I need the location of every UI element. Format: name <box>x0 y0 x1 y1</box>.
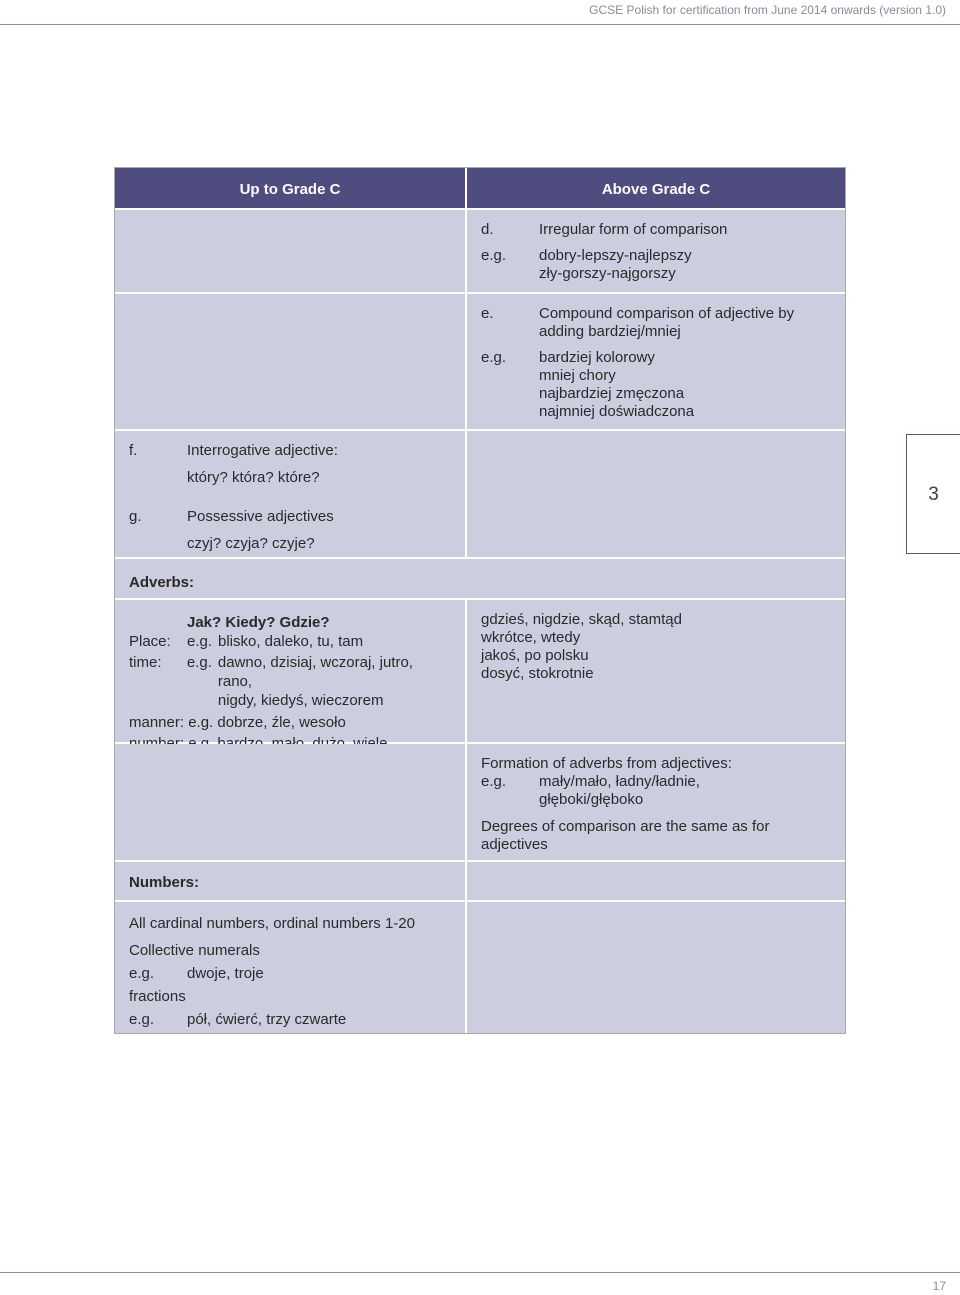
place-label: Place: <box>129 633 171 650</box>
example-line: dobry-lepszy-najlepszy <box>539 247 692 264</box>
text-line: dawno, dzisiaj, wczoraj, jutro, rano, <box>217 654 413 690</box>
footer-divider <box>0 1272 960 1273</box>
item-marker-f: f. <box>129 442 138 459</box>
text-line: Compound comparison of adjective by <box>539 305 795 322</box>
adverb-questions: Jak? Kiedy? Gdzie? <box>187 614 330 631</box>
collective-examples: dwoje, troje <box>187 965 264 982</box>
numbers-heading: Numbers: <box>115 862 467 900</box>
item-marker-e: e. <box>481 305 494 322</box>
document-header-title: GCSE Polish for certification from June 2014 onwards (version 1.0) <box>589 3 946 17</box>
table-row-compound-comparison <box>115 294 845 431</box>
text-line: Degrees of comparison are the same as for <box>481 818 770 835</box>
adverb-list-line: dosyć, stokrotnie <box>481 665 594 682</box>
adverb-list-line: wkrótce, wtedy <box>481 629 581 646</box>
degrees-text <box>481 818 831 854</box>
irregular-comparison-text: Irregular form of comparison <box>539 221 728 238</box>
table-row-adverbs <box>115 600 845 744</box>
eg-label: e.g. <box>481 773 507 790</box>
fractions-examples: pół, ćwierć, trzy czwarte <box>187 1011 347 1028</box>
adverb-list-line: gdzieś, nigdzie, skąd, stamtąd <box>481 611 682 628</box>
table-header-row <box>115 168 845 210</box>
irregular-examples <box>539 247 831 283</box>
column-header-up-to-grade-c: Up to Grade C <box>115 168 467 208</box>
adverbs-left-cell <box>115 600 467 742</box>
interrogative-example: który? która? które? <box>187 469 320 486</box>
time-label: time: <box>129 654 162 671</box>
page-number: 17 <box>932 1279 946 1293</box>
irregular-comparison-cell <box>467 210 845 292</box>
text-line: nigdy, kiedyś, wieczorem <box>217 692 384 709</box>
numbers-cell <box>115 902 467 1033</box>
formation-text: Formation of adverbs from adjectives: <box>481 755 732 772</box>
empty-cell <box>467 862 845 900</box>
table-row-adverbs-heading <box>115 559 845 600</box>
header-divider <box>0 24 960 25</box>
column-header-above-grade-c: Above Grade C <box>467 168 845 208</box>
time-examples <box>218 653 451 710</box>
table-row-irregular-comparison <box>115 210 845 294</box>
possessive-adjectives-text: Possessive adjectives <box>187 508 334 525</box>
eg-label: e.g. <box>481 349 507 366</box>
text-line: adding bardziej/mniej <box>539 323 681 340</box>
example-line: najmniej doświadczona <box>539 403 695 420</box>
empty-cell <box>115 294 467 429</box>
eg-label: e.g. <box>481 247 507 264</box>
empty-cell <box>115 744 467 860</box>
interrogative-adjective-text: Interrogative adjective: <box>187 442 338 459</box>
example-line: najbardziej zmęczona <box>539 385 685 402</box>
possessive-example: czyj? czyja? czyje? <box>187 535 315 552</box>
eg-label: e.g. <box>186 654 212 671</box>
item-marker-d: d. <box>481 221 494 238</box>
place-examples: blisko, daleko, tu, tam <box>218 633 364 650</box>
adverbs-right-cell <box>467 600 845 742</box>
compound-comparison-cell <box>467 294 845 429</box>
table-row-numbers-heading <box>115 862 845 902</box>
item-marker-g: g. <box>129 508 142 525</box>
compound-comparison-text <box>539 305 831 341</box>
table-row-interrogative-possessive <box>115 431 845 559</box>
adverbs-heading: Adverbs: <box>115 559 845 598</box>
empty-cell <box>115 210 467 292</box>
table-row-adverb-formation <box>115 744 845 862</box>
interrogative-possessive-cell <box>115 431 467 557</box>
example-line: zły-gorszy-najgorszy <box>539 265 676 282</box>
empty-cell <box>467 431 845 557</box>
compound-examples <box>539 349 831 421</box>
cardinal-numbers-text: All cardinal numbers, ordinal numbers 1-20 <box>129 915 415 932</box>
adverb-list-line: jakoś, po polsku <box>481 647 589 664</box>
section-tab-number: 3 <box>928 484 939 505</box>
eg-label: e.g. <box>187 633 213 650</box>
table-row-numbers <box>115 902 845 1033</box>
example-line: mały/mało, ładny/ładnie, <box>539 773 700 790</box>
example-line: głęboki/głęboko <box>539 791 644 808</box>
example-line: bardziej kolorowy <box>539 349 655 366</box>
empty-cell <box>467 902 845 1033</box>
adverb-formation-cell <box>467 744 845 860</box>
section-tab <box>906 434 960 554</box>
collective-numerals-text: Collective numerals <box>129 942 260 959</box>
fractions-text: fractions <box>129 988 186 1005</box>
grammar-table <box>114 167 846 1034</box>
eg-label: e.g. <box>129 965 155 982</box>
manner-line: manner: e.g. dobrze, źle, wesoło <box>129 714 346 731</box>
example-line: mniej chory <box>539 367 616 384</box>
text-line: adjectives <box>481 836 548 853</box>
eg-label: e.g. <box>129 1011 155 1028</box>
formation-examples <box>539 773 831 809</box>
